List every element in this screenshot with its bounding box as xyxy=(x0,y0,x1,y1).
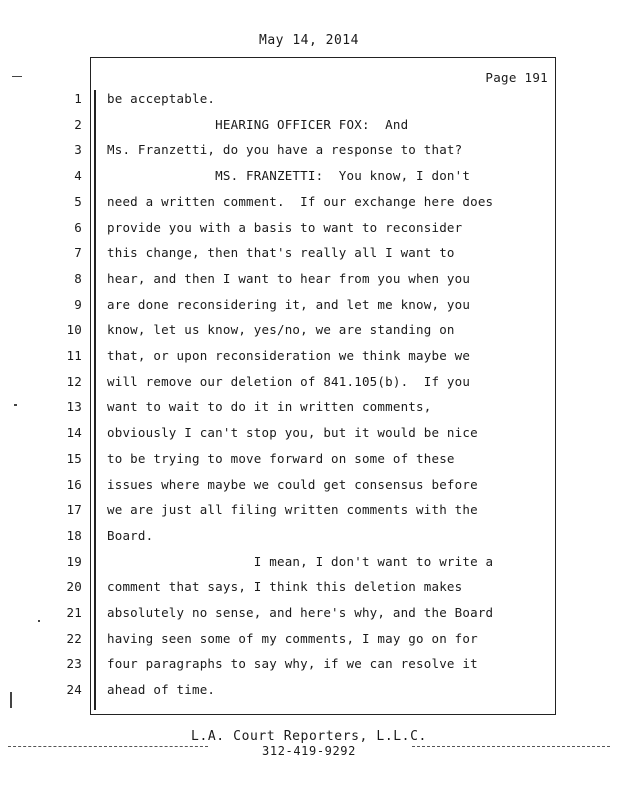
transcript-line xyxy=(0,220,618,246)
line-text: want to wait to do it in written comments, xyxy=(107,399,432,415)
line-text: issues where maybe we could get consensus before xyxy=(107,476,478,492)
line-text: we are just all filing written comments with the xyxy=(107,502,478,518)
line-text: know, let us know, yes/no, we are standing on xyxy=(107,322,455,338)
transcript-line xyxy=(0,117,618,143)
line-text: be acceptable. xyxy=(107,91,216,106)
scan-speck xyxy=(10,692,12,708)
line-text: MS. FRANZETTI: You know, I don't xyxy=(107,168,471,184)
line-text: will remove our deletion of 841.105(b). If you xyxy=(107,373,471,389)
line-text: hear, and then I want to hear from you when you xyxy=(107,270,471,286)
line-number: 17 xyxy=(66,502,82,518)
transcript-line xyxy=(0,245,618,271)
line-text: absolutely no sense, and here's why, and the Board xyxy=(107,605,494,620)
transcript-line xyxy=(0,348,618,374)
line-number: 1 xyxy=(74,91,82,106)
line-number: 9 xyxy=(74,296,82,312)
line-text: this change, then that's really all I want to xyxy=(107,245,455,261)
line-text: comment that says, I think this deletion makes xyxy=(107,579,463,595)
line-number: 10 xyxy=(66,322,82,338)
transcript-line xyxy=(0,554,618,580)
line-text: need a written comment. If our exchange here does xyxy=(107,193,494,209)
line-number: 13 xyxy=(66,399,82,415)
line-number: 16 xyxy=(66,476,82,492)
line-text: I mean, I don't want to write a xyxy=(107,553,494,569)
transcript-line xyxy=(0,579,618,605)
line-number: 11 xyxy=(66,348,82,363)
line-text: to be trying to move forward on some of these xyxy=(107,450,455,466)
transcript-line xyxy=(0,502,618,528)
line-text: Ms. Franzetti, do you have a response to that? xyxy=(107,142,463,158)
transcript-line xyxy=(0,194,618,220)
line-text: Board. xyxy=(107,527,154,543)
line-number: 8 xyxy=(74,270,82,286)
line-text: four paragraphs to say why, if we can resolve it xyxy=(107,656,478,672)
transcript-line xyxy=(0,271,618,297)
transcript-line xyxy=(0,322,618,348)
footer-phone: 312-419-9292 xyxy=(262,744,356,758)
transcript-line xyxy=(0,631,618,657)
line-number: 4 xyxy=(74,168,82,184)
line-number: 18 xyxy=(66,527,82,543)
line-number: 22 xyxy=(66,630,82,646)
line-text: ahead of time. xyxy=(107,682,216,698)
line-number: 19 xyxy=(66,553,82,569)
line-number: 3 xyxy=(74,142,82,158)
transcript-line xyxy=(0,528,618,554)
line-number: 5 xyxy=(74,193,82,209)
line-number: 6 xyxy=(74,219,82,235)
line-text: HEARING OFFICER FOX: And xyxy=(107,116,409,132)
line-number: 7 xyxy=(74,245,82,261)
transcript-line xyxy=(0,91,618,117)
line-number: 21 xyxy=(66,605,82,620)
line-text: that, or upon reconsideration we think maybe we xyxy=(107,348,471,363)
transcript-line xyxy=(0,451,618,477)
transcript-line xyxy=(0,425,618,451)
line-number: 14 xyxy=(66,425,82,441)
transcript-line xyxy=(0,682,618,708)
line-number: 20 xyxy=(66,579,82,595)
line-text: having seen some of my comments, I may go on for xyxy=(107,630,478,646)
line-number: 23 xyxy=(66,656,82,672)
line-text: obviously I can't stop you, but it would be nice xyxy=(107,425,478,441)
transcript-line xyxy=(0,297,618,323)
footer-firm-name: L.A. Court Reporters, L.L.C. xyxy=(191,729,427,744)
line-number: 12 xyxy=(66,373,82,389)
page-number: Page 191 xyxy=(485,70,548,85)
transcript-line xyxy=(0,399,618,425)
header-date: May 14, 2014 xyxy=(259,33,359,48)
transcript-line xyxy=(0,656,618,682)
transcript-line xyxy=(0,477,618,503)
line-number: 24 xyxy=(66,682,82,698)
transcript-line xyxy=(0,142,618,168)
scan-speck xyxy=(14,404,17,406)
line-number: 15 xyxy=(66,450,82,466)
scan-speck xyxy=(12,76,22,77)
line-text: provide you with a basis to want to reconsider xyxy=(107,219,463,235)
line-text: are done reconsidering it, and let me know, you xyxy=(107,296,471,312)
transcript-line xyxy=(0,168,618,194)
scan-speck xyxy=(38,620,40,622)
line-number: 2 xyxy=(74,116,82,132)
transcript-line xyxy=(0,605,618,631)
transcript-line xyxy=(0,374,618,400)
